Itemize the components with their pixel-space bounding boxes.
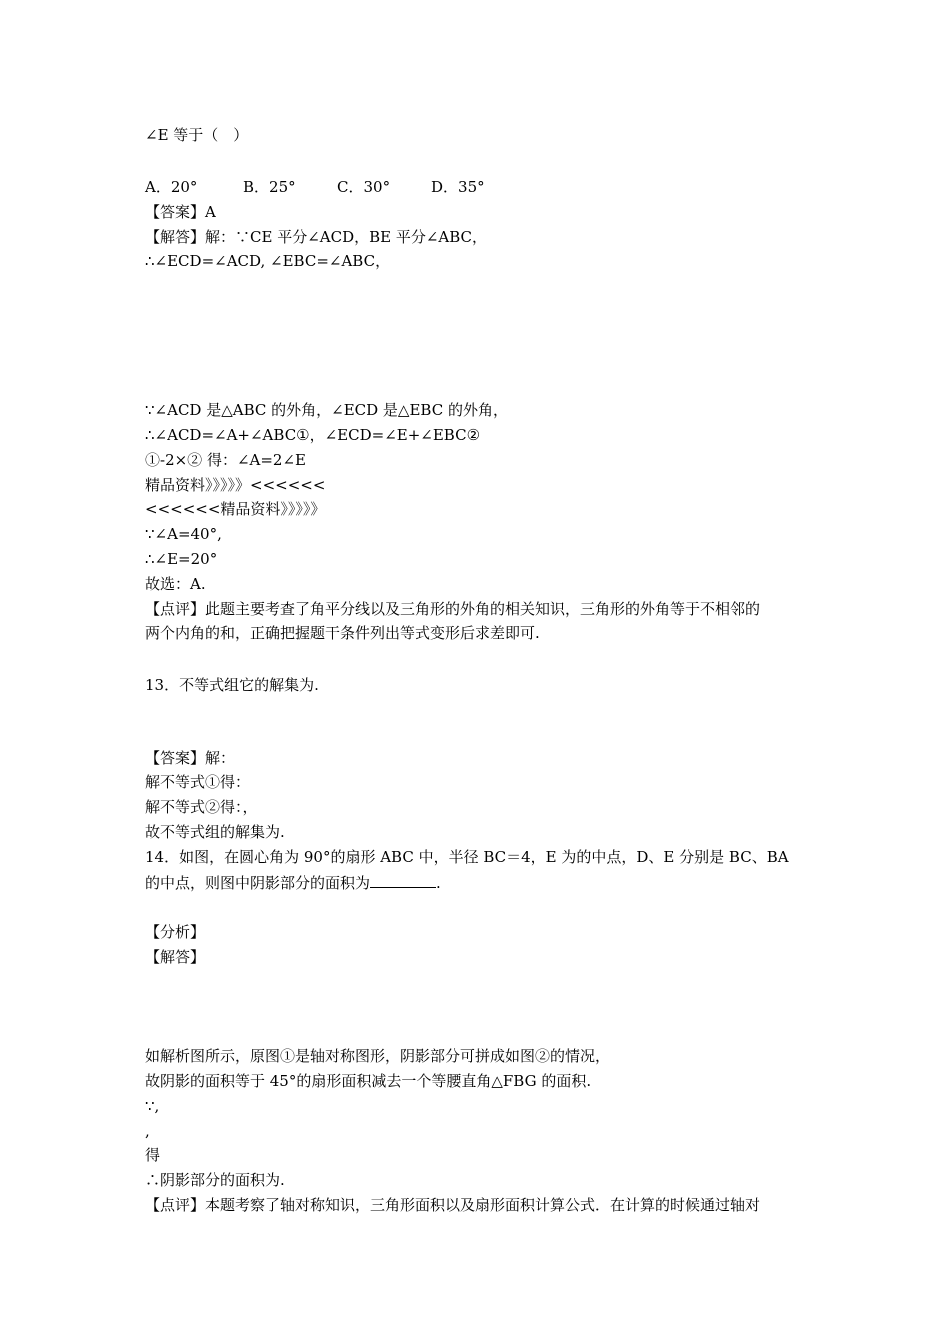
q12-solution-line-1: 【解答】解：∵CE 平分∠ACD，BE 平分∠ABC， [145, 228, 488, 246]
q14-solution-line-5: 得 [145, 1146, 161, 1164]
q12-stem: ∠E 等于（ ） [145, 126, 249, 144]
q12-options [145, 178, 485, 196]
q14-stem-line-1: 14．如图，在圆心角为 90°的扇形 ABC 中，半径 BC＝4，E 为的中点，D、E 分别是 BC、BA [145, 848, 789, 866]
q12-solution-line-4: ∴∠ACD=∠A+∠ABC①，∠ECD=∠E+∠EBC② [145, 426, 481, 444]
q12-solution-line-7: ∴∠E=20° [145, 550, 218, 568]
answer-blank [370, 873, 436, 888]
q14-solution-line-3: ∵, [145, 1097, 160, 1115]
option-c: C．30° [337, 178, 391, 196]
q14-solution-label: 【解答】 [145, 948, 206, 966]
q12-solution-line-3: ∵∠ACD 是△ABC 的外角，∠ECD 是△EBC 的外角， [145, 401, 508, 419]
q13-solution-line-3: 故不等式组的解集为. [145, 823, 285, 841]
q13-solution-line-2: 解不等式②得：， [145, 798, 258, 816]
q14-stem-text: 的中点，则图中阴影部分的面积为 [145, 874, 371, 892]
q14-analysis: 【分析】 [145, 923, 206, 941]
q14-solution-line-2: 故阴影的面积等于 45°的扇形面积减去一个等腰直角△FBG 的面积. [145, 1072, 592, 1090]
q12-solution-line-5: ①-2×② 得：∠A=2∠E [145, 451, 306, 469]
q14-stem-line-2 [145, 873, 441, 892]
q12-answer: 【答案】A [145, 203, 216, 221]
option-a: A．20° [145, 178, 198, 196]
q12-solution-line-6: ∵∠A=40°, [145, 525, 222, 543]
watermark-line-1: 精品资料》》》》》<<<<<< [145, 476, 326, 494]
q13-stem: 13．不等式组它的解集为. [145, 676, 319, 694]
option-b: B．25° [243, 178, 296, 196]
q14-comment: 【点评】本题考察了轴对称知识，三角形面积以及扇形面积计算公式．在计算的时候通过轴对 [145, 1196, 761, 1214]
q13-answer: 【答案】解： [145, 749, 236, 767]
q12-comment-line-2: 两个内角的和，正确把握题干条件列出等式变形后求差即可. [145, 624, 540, 642]
q12-comment-line-1: 【点评】此题主要考查了角平分线以及三角形的外角的相关知识，三角形的外角等于不相邻的 [145, 600, 761, 618]
q12-solution-line-8: 故选：A. [145, 575, 206, 593]
option-d: D．35° [431, 178, 485, 196]
q12-solution-line-2: ∴∠ECD=∠ACD, ∠EBC=∠ABC， [145, 252, 391, 270]
q14-solution-line-4: , [145, 1122, 150, 1140]
watermark-line-2: <<<<<<精品资料》》》》》 [145, 500, 326, 518]
q14-stem-period: . [436, 874, 441, 892]
q14-solution-line-1: 如解析图所示，原图①是轴对称图形，阴影部分可拼成如图②的情况， [145, 1047, 611, 1065]
q13-solution-line-1: 解不等式①得： [145, 773, 251, 791]
q14-solution-line-6: ∴阴影部分的面积为. [145, 1171, 285, 1189]
